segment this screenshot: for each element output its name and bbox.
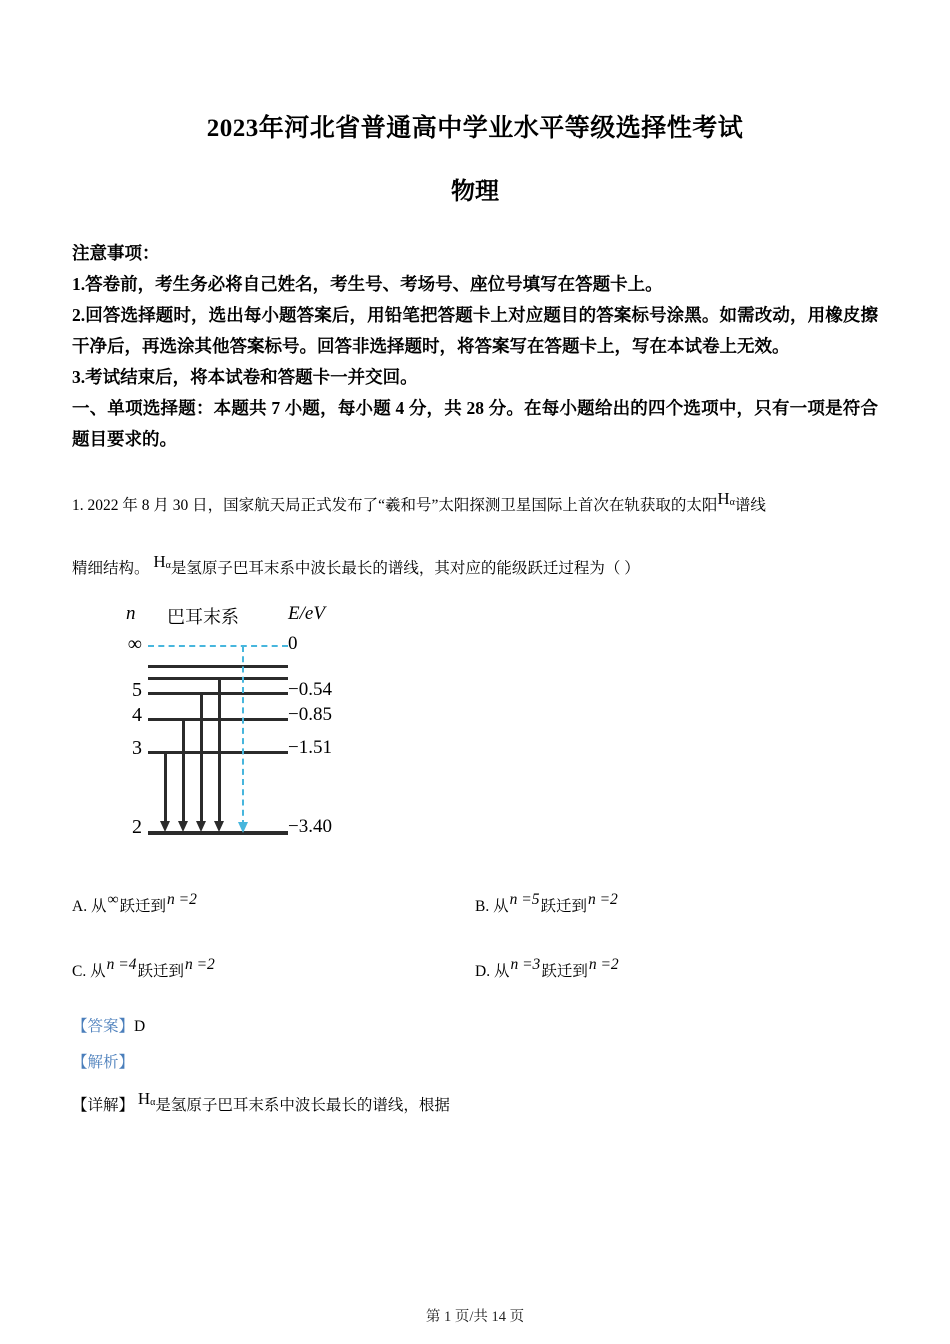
option-c-from: n =4 — [106, 956, 137, 974]
option-a-mid: 跃迁到 — [119, 898, 167, 916]
question-1 — [72, 471, 878, 1124]
notice-item-3: 3.考试结束后，将本试卷和答题卡一并交回。 — [72, 367, 418, 388]
option-c-to: n =2 — [184, 956, 215, 974]
transition-arrow-3-to-2 — [164, 753, 167, 825]
energy-label-5: −0.54 — [288, 679, 332, 701]
option-a[interactable] — [72, 871, 475, 936]
notice-section — [72, 238, 878, 393]
notice-item-1: 1.答卷前，考生务必将自己姓名，考生号、考场号、座位号填写在答题卡上。 — [72, 274, 663, 295]
option-b-to: n =2 — [587, 891, 618, 909]
option-c-mid: 跃迁到 — [137, 963, 184, 981]
level-label-3: 3 — [132, 737, 142, 760]
h-alpha-symbol: $H_\alpha$ — [717, 489, 735, 509]
option-d[interactable] — [475, 936, 878, 1001]
option-b-mid: 跃迁到 — [540, 898, 587, 916]
detail-text: 是氢原子巴耳末系中波长最长的谱线，根据 — [155, 1097, 450, 1115]
answer-value: D — [134, 1018, 146, 1036]
detail-tag: 【详解】 — [72, 1097, 135, 1115]
option-a-from: ∞ — [107, 891, 119, 909]
page-title: 2023年河北省普通高中学业水平等级选择性考试 — [206, 115, 744, 142]
level-label-5: 5 — [132, 679, 142, 702]
option-row-2 — [72, 936, 878, 1001]
notice-heading: 注意事项： — [72, 243, 160, 264]
transition-arrow-4-to-2 — [182, 720, 185, 825]
level-label-4: 4 — [132, 704, 142, 727]
question-1-text-d: 是氢原子巴耳末系中波长最长的谱线，其对应的能级跃迁过程为（ ） — [170, 560, 640, 578]
transition-arrow-6-to-2 — [218, 679, 221, 825]
transition-arrow-head-6-to-2 — [214, 821, 224, 832]
option-b[interactable] — [475, 871, 878, 936]
option-row-1 — [72, 871, 878, 936]
level-label-infinity: ∞ — [127, 633, 142, 656]
level-line-infinity — [148, 645, 288, 647]
analysis-line — [72, 1045, 878, 1081]
energy-label-infinity: 0 — [288, 633, 298, 655]
section-intro: 一、单项选择题：本题共 7 小题，每小题 4 分，共 28 分。在每小题给出的四个选项中，只有一项是符合题目要求的。 — [72, 398, 878, 450]
question-1-text-a: 2022 年 8 月 30 日，国家航天局正式发布了“羲和号”太阳探测卫星国际上首次在轨获取的太阳 — [87, 497, 718, 515]
option-d-from: n =3 — [510, 956, 541, 974]
series-limit-arrow — [242, 646, 244, 826]
energy-label-2: −3.40 — [288, 816, 332, 838]
option-b-prefix: 从 — [493, 898, 509, 916]
level-label-2: 2 — [132, 816, 142, 839]
option-b-key: B. — [475, 898, 490, 916]
transition-arrow-head-3-to-2 — [160, 821, 170, 832]
question-1-line-2 — [72, 534, 878, 597]
question-1-text-c: 精细结构。 — [72, 560, 150, 578]
energy-label-4: −0.85 — [288, 704, 332, 726]
option-c-key: C. — [72, 963, 87, 981]
answer-line — [72, 1009, 878, 1045]
option-d-key: D. — [475, 963, 491, 981]
detail-line — [72, 1081, 878, 1124]
answer-section — [72, 1009, 878, 1124]
option-a-key: A. — [72, 898, 88, 916]
question-1-line-1 — [72, 471, 878, 534]
option-d-mid: 跃迁到 — [541, 963, 588, 981]
option-c-prefix: 从 — [90, 963, 106, 981]
transition-arrow-head-5-to-2 — [196, 821, 206, 832]
question-1-options — [72, 871, 878, 1001]
option-a-to: n =2 — [167, 891, 197, 909]
transition-arrow-head-4-to-2 — [178, 821, 188, 832]
page-subtitle: 物理 — [451, 178, 499, 205]
h-alpha-symbol-2: $H_\alpha$ — [153, 552, 171, 572]
answer-tag: 【答案】 — [72, 1018, 135, 1036]
option-a-prefix: 从 — [90, 898, 107, 916]
option-d-prefix: 从 — [493, 963, 510, 981]
question-1-number: 1. — [72, 497, 84, 515]
question-1-text-b: 谱线 — [734, 497, 766, 515]
option-d-to: n =2 — [588, 956, 619, 974]
notice-item-2: 2.回答选择题时，选出每小题答案后，用铅笔把答题卡上对应题目的答案标号涂黑。如需改动，用橡皮擦干净后，再选涂其他答案标号。回答非选择题时，将答案写在答题卡上，写在本试卷上无效。 — [72, 305, 878, 357]
energy-level-diagram — [92, 603, 392, 853]
series-limit-arrow-head — [238, 822, 248, 833]
analysis-tag: 【解析】 — [72, 1054, 135, 1072]
h-alpha-symbol-3: $H_\alpha$ — [137, 1089, 156, 1109]
option-b-from: n =5 — [509, 891, 540, 909]
diagram-head-n: n — [126, 603, 136, 625]
diagram-head-series: 巴耳末系 — [167, 607, 239, 628]
energy-label-3: −1.51 — [288, 737, 332, 759]
transition-arrow-5-to-2 — [200, 694, 203, 825]
level-line-high-1 — [148, 665, 288, 668]
page-footer: 第 1 页/共 14 页 — [425, 1309, 525, 1325]
option-c[interactable] — [72, 936, 475, 1001]
diagram-head-energy: E/eV — [288, 603, 325, 625]
